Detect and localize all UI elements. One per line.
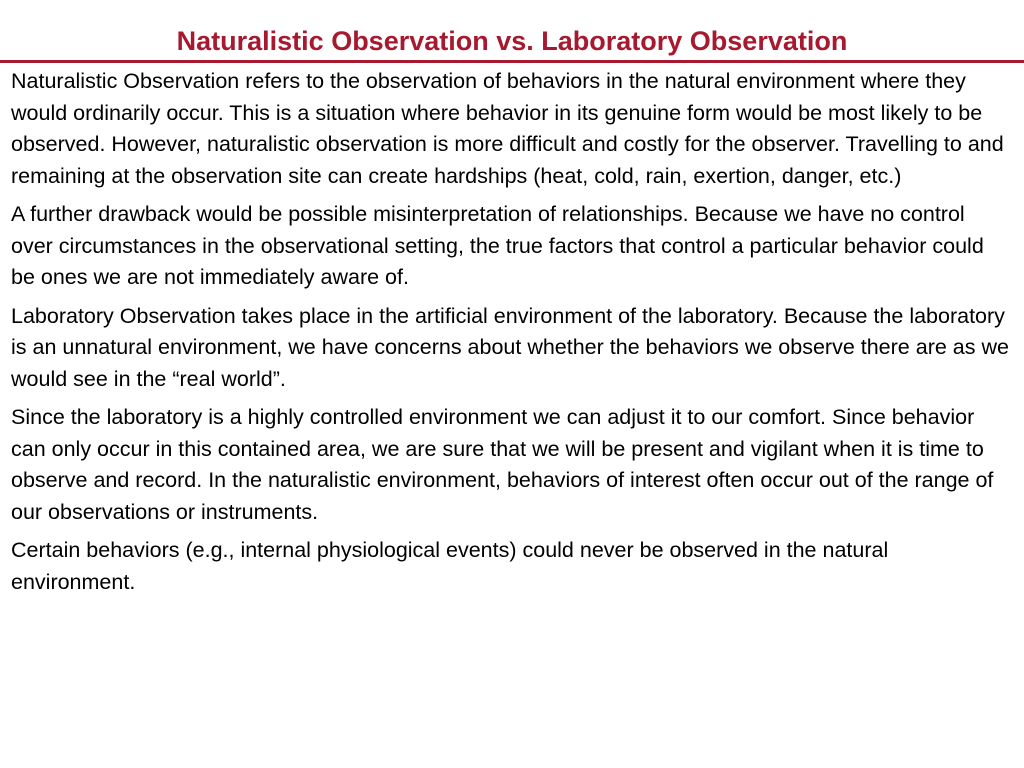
paragraph-naturalistic-drawback: A further drawback would be possible misinterpretation of relationships. Because we have no control over circumstances in the observational setting, the true factors that control a particular behavior could be ones we are not immediately aware of. — [11, 202, 984, 289]
paragraph-naturalistic-definition: Naturalistic Observation refers to the observation of behaviors in the natural environment where they would ordinarily occur. This is a situation where behavior in its genuine form would be most likely to be observed. However, naturalistic observation is more difficult and costly for the observer. Travelling to and remaining at the observation site can create hardships (heat, cold, rain, exertion, danger, etc.) — [11, 69, 1004, 188]
slide-title: Naturalistic Observation vs. Laboratory Observation — [176, 26, 848, 56]
slide-body — [11, 66, 1011, 605]
paragraph-physiological-events: Certain behaviors (e.g., internal physiological events) could never be observed in the natural environment. — [11, 538, 889, 594]
title-divider — [0, 60, 1024, 63]
paragraph-laboratory-control: Since the laboratory is a highly controlled environment we can adjust it to our comfort. Since behavior can only occur in this contained area, we are sure that we will be present and vigilant when it is time to observe and record. In the naturalistic environment, behaviors of interest often occur out of the range of our observations or instruments. — [11, 405, 994, 524]
paragraph-laboratory-definition: Laboratory Observation takes place in the artificial environment of the laboratory. Because the laboratory is an unnatural environment, we have concerns about whether the behaviors we observe there are as we would see in the “real world”. — [11, 303, 1009, 391]
